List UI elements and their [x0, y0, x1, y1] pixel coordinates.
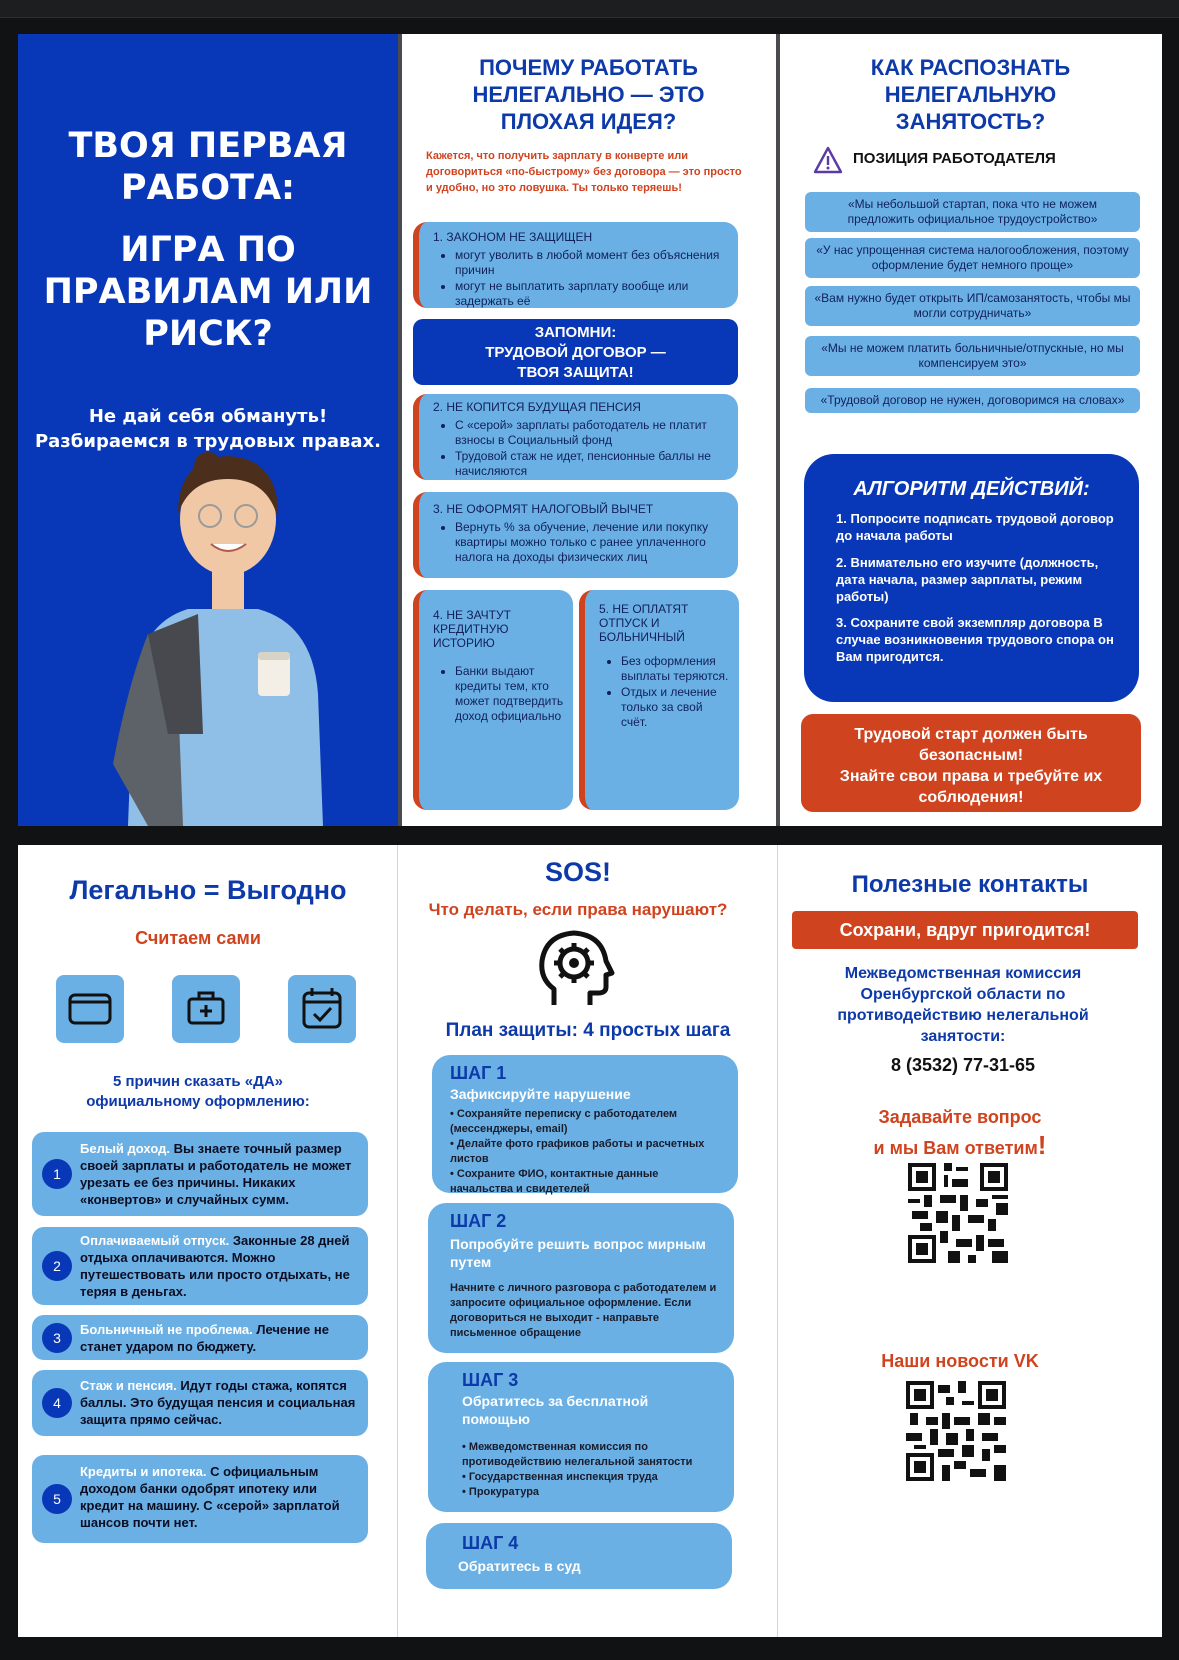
risk-item: • могут не выплатить зарплату вообще или задержать её	[455, 279, 726, 309]
employer-quote: «Вам нужно будет открыть ИП/самозанятость, чтобы мы могли сотрудничать»	[805, 286, 1140, 326]
why-illegal-panel	[401, 34, 776, 826]
step-title: Попробуйте решить вопрос мирным путем	[450, 1236, 706, 1270]
panel-title-line: ЗАНЯТОСТЬ?	[895, 109, 1046, 134]
remember-line: ТРУДОВОЙ ДОГОВОР —	[485, 344, 666, 361]
reason-body: С официальным доходом банки одобрят ипотеку или кредит на машину. С «серой» зарплатой шансов почти нет.	[80, 1464, 340, 1530]
risk-card-title: 3. НЕ ОФОРМЯТ НАЛОГОВЫЙ ВЫЧЕТ	[433, 502, 654, 516]
risk-card-list	[621, 654, 731, 730]
ask-line: и мы Вам ответим	[873, 1138, 1038, 1158]
risk-card-title: 4. НЕ ЗАЧТУТ КРЕДИТНУЮ ИСТОРИЮ	[433, 608, 511, 650]
employer-quote: «У нас упрощенная система налогообложения, поэтому оформление будет немного проще»	[805, 238, 1140, 278]
panel-subtitle: Считаем сами	[135, 928, 261, 948]
reasons-heading	[18, 1072, 378, 1112]
reason-text	[80, 1321, 360, 1355]
reason-body: Идут годы стажа, копятся баллы. Это будущая пенсия и социальная защита прямо сейчас.	[80, 1378, 356, 1427]
employer-quote: «Мы не можем платить больничные/отпускные, но мы компенсируем это»	[805, 336, 1140, 376]
risk-card-2	[413, 394, 738, 480]
reason-body: Лечение не станет ударом по бюджету.	[80, 1322, 329, 1354]
cover-panel	[18, 34, 398, 826]
reason-text	[80, 1463, 360, 1531]
plan-heading: План защиты: 4 простых шага	[445, 1020, 731, 1041]
medical-kit-icon	[172, 975, 240, 1043]
risk-item: • С «серой» зарплаты работодатель не платит взносы в Социальный фонд	[455, 418, 726, 448]
algorithm-step: 1. Попросите подписать трудовой договор до начала работы	[836, 511, 1114, 543]
step-description: • Межведомственная комиссия по противодействию нелегальной занятости • Государственная инспекция труда • Прокуратура	[462, 1441, 693, 1498]
step-title: Зафиксируйте нарушение	[450, 1086, 631, 1102]
cover-subtitle-line: Разбираемся в трудовых правах.	[34, 431, 382, 452]
banner-line: Знайте свои права и требуйте их соблюдения!	[839, 768, 1103, 806]
safe-start-banner	[801, 714, 1141, 812]
reason-text	[80, 1232, 360, 1300]
intro-text: Кажется, что получить зарплату в конверте или договориться «по-быстрому» без договора — это просто и удобно, но это ловушка. Ты только теряешь!	[426, 150, 742, 194]
cover-title-line: РИСК?	[143, 314, 273, 354]
risk-card-title: 5. НЕ ОПЛАТЯТ ОТПУСК И БОЛЬНИЧНЫЙ	[599, 602, 689, 644]
step-title: Обратитесь в суд	[458, 1558, 581, 1574]
student-girl-photo	[108, 434, 338, 826]
panel-title-line: НЕЛЕГАЛЬНО — ЭТО	[472, 82, 705, 107]
risk-item: • Без оформления выплаты теряются.	[621, 654, 731, 684]
reasons-heading-line: 5 причин сказать «ДА»	[112, 1073, 284, 1090]
reason-number: 2	[42, 1251, 72, 1281]
qr-code-question[interactable]	[908, 1163, 1008, 1263]
wallet-tile	[56, 975, 124, 1043]
reason-card	[32, 1455, 368, 1543]
recognize-panel	[779, 34, 1162, 826]
risk-card-title: 1. ЗАКОНОМ НЕ ЗАЩИЩЕН	[433, 230, 593, 244]
risk-card-list	[455, 418, 726, 479]
action-algorithm-box	[804, 454, 1139, 702]
risk-card-4	[413, 590, 573, 810]
reason-number: 3	[42, 1323, 72, 1353]
medical-kit-tile	[172, 975, 240, 1043]
ask-line: Задавайте вопрос	[878, 1107, 1042, 1127]
head-gear-icon	[532, 927, 616, 1011]
ask-question-text	[778, 1103, 1142, 1162]
reason-lead: Белый доход.	[80, 1141, 170, 1156]
reason-card	[32, 1227, 368, 1305]
risk-card-1	[413, 222, 738, 308]
reason-body: Законные 28 дней отдыха оплачиваются. Можно путешествовать или просто отдыхать, не теряя в деньгах.	[80, 1233, 350, 1299]
cover-subtitle-line: Не дай себя обмануть!	[88, 406, 328, 427]
reason-text	[80, 1377, 360, 1428]
step-label: ШАГ 2	[450, 1211, 507, 1231]
contact-phone[interactable]: 8 (3532) 77-31-65	[890, 1055, 1036, 1075]
sos-panel	[398, 845, 778, 1637]
ask-exclamation: !	[1037, 1130, 1047, 1160]
cover-title-line: ТВОЯ ПЕРВАЯ	[68, 126, 348, 166]
panel-title: Полезные контакты	[851, 871, 1089, 898]
algorithm-step: 2. Внимательно его изучите (должность, дата начала, размер зарплаты, режим работы)	[836, 555, 1099, 604]
cover-title-line: РАБОТА:	[120, 168, 296, 208]
remember-line: ТВОЯ ЗАЩИТА!	[517, 364, 634, 381]
qr-code-vk[interactable]	[906, 1381, 1006, 1481]
panel-title-line: КАК РАСПОЗНАТЬ	[870, 55, 1071, 80]
viewer-top-bar	[0, 0, 1179, 18]
reason-body: Вы знаете точный размер своей зарплаты и работодатель не может урезать ее без причины. Никаких «конвертов» и случайных сумм.	[80, 1141, 352, 1207]
algorithm-title: АЛГОРИТМ ДЕЙСТВИЙ:	[853, 478, 1090, 500]
step-title: Обратитесь за бесплатной помощью	[462, 1393, 649, 1427]
risk-card-5	[579, 590, 739, 810]
reasons-heading-line: официальному оформлению:	[86, 1093, 310, 1110]
reason-card	[32, 1370, 368, 1436]
panel-title-line: НЕЛЕГАЛЬНУЮ	[884, 82, 1057, 107]
cover-title-line: ПРАВИЛАМ ИЛИ	[43, 272, 373, 312]
panel-title-line: ПЛОХАЯ ИДЕЯ?	[500, 109, 677, 134]
vk-news-label: Наши новости VK	[881, 1351, 1039, 1371]
risk-card-list	[455, 248, 726, 309]
risk-item: • Трудовой стаж не идет, пенсионные баллы не начисляются	[455, 449, 726, 479]
reason-number: 5	[42, 1484, 72, 1514]
contacts-panel	[778, 845, 1162, 1637]
step-label: ШАГ 4	[462, 1533, 519, 1553]
risk-card-list	[455, 520, 726, 565]
risk-item: • Отдых и лечение только за свой счёт.	[621, 685, 731, 730]
algorithm-step: 3. Сохраните свой экземпляр договора В случае возникновения трудового спора он Вам пригодится.	[836, 615, 1114, 664]
employer-quote: «Мы небольшой стартап, пока что не можем предложить официальное трудоустройство»	[805, 192, 1140, 232]
risk-item: • могут уволить в любой момент без объяснения причин	[455, 248, 726, 278]
panel-title-line: ПОЧЕМУ РАБОТАТЬ	[479, 55, 698, 80]
save-banner: Сохрани, вдруг пригодится!	[792, 911, 1138, 949]
risk-card-title: 2. НЕ КОПИТСЯ БУДУЩАЯ ПЕНСИЯ	[433, 400, 641, 414]
step-description: • Сохраняйте переписку с работодателем (мессенджеры, email) • Делайте фото графиков работы и расчетных листов • Сохраните ФИО, контактные данные начальства и свидетелей	[450, 1108, 705, 1195]
panel-title: Легально = Выгодно	[69, 875, 347, 905]
reason-lead: Кредиты и ипотека.	[80, 1464, 207, 1479]
brochure-sheet-front	[18, 34, 1162, 826]
legal-benefits-panel	[18, 845, 398, 1637]
panel-subtitle: Что делать, если права нарушают?	[428, 900, 728, 919]
panel-title	[401, 54, 776, 135]
step-card-4	[426, 1523, 732, 1589]
remember-box	[413, 319, 738, 385]
reason-number: 1	[42, 1159, 72, 1189]
reason-card	[32, 1315, 368, 1360]
risk-item: • Вернуть % за обучение, лечение или покупку квартиры можно только с ранее уплаченного налога на доходы физических лиц	[455, 520, 726, 565]
step-card-2	[428, 1203, 734, 1353]
remember-line: ЗАПОМНИ:	[534, 324, 617, 341]
panel-title: SOS!	[544, 857, 611, 887]
risk-card-3	[413, 492, 738, 578]
warning-icon	[813, 146, 843, 174]
cover-title-line: ИГРА ПО	[120, 230, 296, 270]
reason-lead: Оплачиваемый отпуск.	[80, 1233, 230, 1248]
reason-card	[32, 1132, 368, 1216]
banner-line: Трудовой старт должен быть безопасным!	[854, 726, 1088, 764]
wallet-icon	[56, 975, 124, 1043]
step-description: Начните с личного разговора с работодателем и запросите официальное оформление. Если договориться не выходит - направьте письменное обращение	[450, 1282, 717, 1339]
risk-item: • Банки выдают кредиты тем, кто может подтвердить доход официально	[455, 664, 565, 724]
commission-name: Межведомственная комиссия Оренбургской области по противодействию нелегальной занятости:	[837, 965, 1089, 1045]
brochure-sheet-back	[18, 845, 1162, 1637]
reason-lead: Стаж и пенсия.	[80, 1378, 177, 1393]
calendar-check-icon	[288, 975, 356, 1043]
reason-number: 4	[42, 1388, 72, 1418]
risk-card-list	[455, 664, 565, 724]
employer-quote: «Трудовой договор не нужен, договоримся на словах»	[805, 388, 1140, 413]
calendar-tile	[288, 975, 356, 1043]
step-card-1	[432, 1055, 738, 1193]
reason-text	[80, 1140, 360, 1208]
reason-lead: Больничный не проблема.	[80, 1322, 253, 1337]
panel-title	[779, 54, 1162, 135]
step-card-3	[428, 1362, 734, 1512]
step-label: ШАГ 3	[462, 1370, 519, 1390]
employer-heading: ПОЗИЦИЯ РАБОТОДАТЕЛЯ	[853, 150, 1056, 167]
step-label: ШАГ 1	[450, 1063, 507, 1083]
